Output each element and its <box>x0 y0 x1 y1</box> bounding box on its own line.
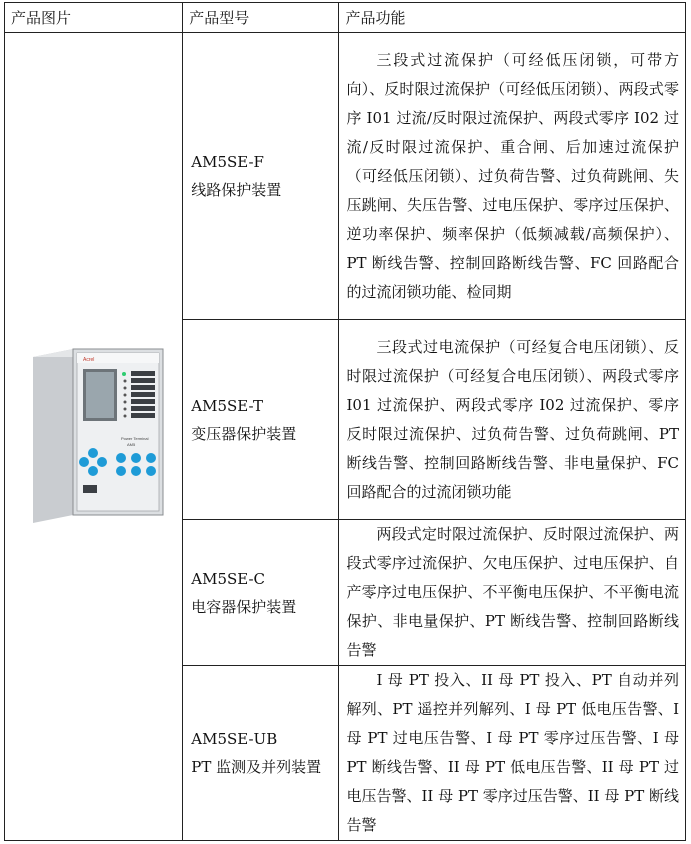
function-text: 三段式过电流保护（可经复合电压闭锁）、反时限过流保护（可经复合电压闭锁）、两段式零序 I01 过流保护、两段式零序 I02 过流保护、零序反时限过流保护、过负荷告警、过负荷跳闸、PT 断线告警、控制回路断线告警、非电量保护、FC 回路配合的过流闭锁功能 <box>346 337 679 501</box>
function-cell <box>339 520 686 666</box>
device-label-2: AM5 <box>126 441 135 447</box>
function-text: I 母 PT 投入、II 母 PT 投入、PT 自动并列解列、PT 遥控并列解列、I 母 PT 低电压告警、I 母 PT 过电压告警、I 母 PT 零序过压告警、I 母 PT 断线告警、II 母 PT 低电压告警、II 母 PT 过电压告警、II 母 PT 零序过压告警、II 母 PT 断线告警 <box>346 671 679 834</box>
device-brand: Acrel <box>82 356 95 363</box>
model-code: AM5SE-UB <box>191 730 278 748</box>
function-text: 两段式定时限过流保护、反时限过流保护、两段式零序过流保护、欠电压保护、过电压保护、自产零序过电压保护、不平衡电压保护、不平衡电流保护、非电量保护、PT 断线告警、控制回路断线告警 <box>346 525 679 659</box>
header-image: 产品图片 <box>5 3 183 33</box>
model-code: AM5SE-C <box>191 569 266 588</box>
model-name: 变压器保护装置 <box>191 424 297 443</box>
model-cell <box>183 320 339 520</box>
model-cell <box>183 666 339 841</box>
model-name: PT 监测及并列装置 <box>191 758 322 776</box>
model-code: AM5SE-T <box>191 396 264 415</box>
header-model: 产品型号 <box>183 3 339 33</box>
function-cell <box>339 320 686 520</box>
table-row <box>5 33 686 320</box>
model-cell <box>183 33 339 320</box>
function-text: 三段式过流保护（可经低压闭锁，可带方向）、反时限过流保护（可经低压闭锁）、两段式零序 I01 过流/反时限过流保护、两段式零序 I02 过流/反时限过流保护、重合闸、后加速过流保护（可经低压闭锁）、过负荷告警、过负荷跳闸、失压跳闸、失压告警、过电压保护、零序过压保护、逆功率保护、频率保护（低频减载/高频保护）、PT 断线告警、控制回路断线告警、FC 回路配合的过流闭锁功能、检同期 <box>346 50 679 301</box>
device-image <box>23 347 165 527</box>
model-name: 线路保护装置 <box>191 181 282 199</box>
product-image-cell <box>5 33 183 841</box>
function-cell <box>339 666 686 841</box>
device-label-1: Power Terminal <box>120 435 149 441</box>
model-code: AM5SE-F <box>191 153 264 171</box>
model-cell <box>183 520 339 666</box>
model-name: 电容器保护装置 <box>191 597 297 616</box>
table-header-row <box>5 3 686 33</box>
header-function: 产品功能 <box>339 3 686 33</box>
function-cell <box>339 33 686 320</box>
product-table <box>4 2 686 841</box>
